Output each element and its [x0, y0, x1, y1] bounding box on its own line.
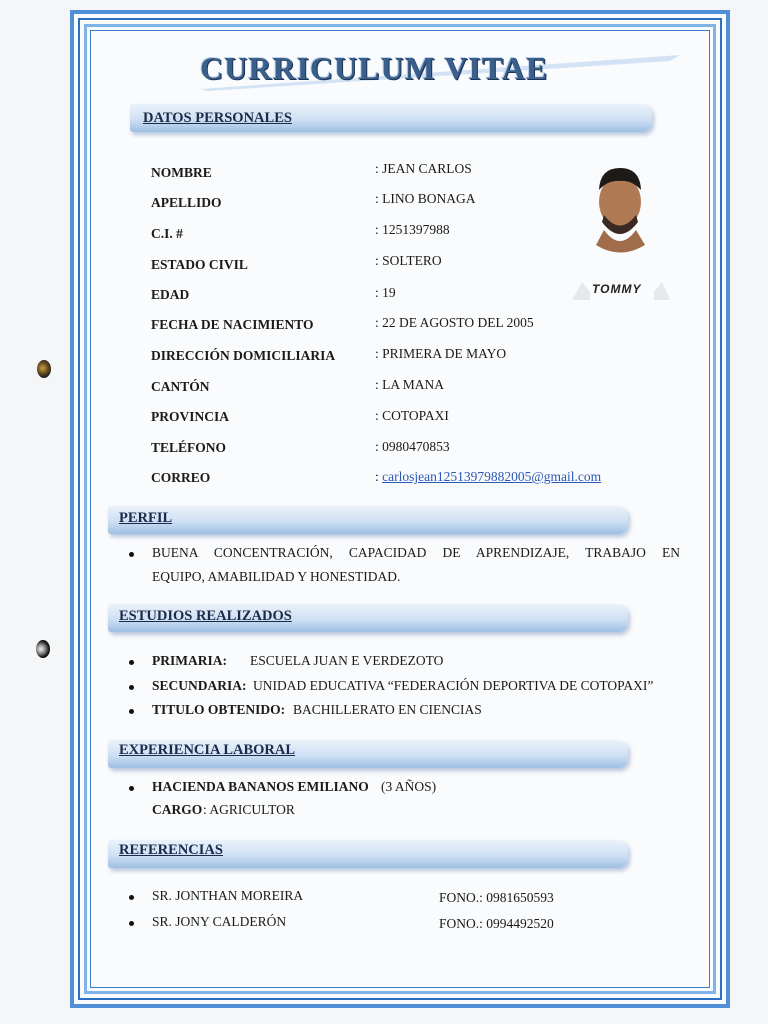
section-heading-estudios: ESTUDIOS REALIZADOS — [119, 608, 292, 624]
photo-shirt-text: TOMMY — [592, 282, 642, 296]
bullet-icon — [129, 921, 134, 926]
section-heading-experiencia: EXPERIENCIA LABORAL — [119, 742, 296, 758]
page-title: CURRICULUM VITAE — [200, 50, 549, 86]
estudio-label-titulo: TITULO OBTENIDO: — [152, 702, 286, 717]
field-value-telefono: : 0980470853 — [375, 439, 450, 454]
correo-prefix: : — [375, 469, 383, 484]
perfil-text-line2: EQUIPO, AMABILIDAD Y HONESTIDAD. — [152, 569, 401, 584]
bullet-icon — [129, 685, 134, 690]
field-value-ci: : 1251397988 — [375, 222, 450, 237]
field-label-provincia: PROVINCIA — [151, 409, 230, 424]
field-value-canton: : LA MANA — [375, 377, 445, 392]
field-label-telefono: TELÉFONO — [151, 440, 227, 455]
bullet-icon — [129, 895, 134, 900]
field-label-canton: CANTÓN — [151, 379, 210, 394]
field-label-correo: CORREO — [151, 470, 211, 485]
referencia-name-1: SR. JONTHAN MOREIRA — [152, 888, 304, 903]
punch-hole-top — [37, 360, 51, 378]
field-label-ci: C.I. # — [151, 226, 183, 241]
experiencia-company: HACIENDA BANANOS EMILIANO — [152, 779, 369, 794]
field-label-fecha-nacimiento: FECHA DE NACIMIENTO — [151, 317, 314, 332]
field-label-direccion: DIRECCIÓN DOMICILIARIA — [151, 348, 336, 363]
estudio-value-primaria: ESCUELA JUAN E VERDEZOTO — [250, 653, 444, 668]
email-link[interactable]: carlosjean12513979882005@gmail.com — [382, 469, 602, 484]
referencia-phone-1: FONO.: 0981650593 — [439, 890, 554, 905]
field-label-apellido: APELLIDO — [151, 195, 222, 210]
bullet-icon — [129, 709, 134, 714]
bullet-icon — [129, 660, 134, 665]
field-value-direccion: : PRIMERA DE MAYO — [375, 346, 507, 361]
estudio-label-secundaria: SECUNDARIA: — [152, 678, 247, 693]
referencia-name-2: SR. JONY CALDERÓN — [152, 914, 287, 929]
bullet-icon — [129, 552, 134, 557]
experiencia-cargo-label: CARGO — [152, 802, 203, 817]
field-value-correo — [375, 469, 601, 485]
field-value-apellido: : LINO BONAGA — [375, 191, 476, 206]
section-heading-referencias: REFERENCIAS — [119, 842, 223, 858]
section-bar-perfil — [108, 506, 628, 534]
field-value-nombre: : JEAN CARLOS — [375, 161, 472, 176]
field-label-nombre: NOMBRE — [151, 165, 212, 180]
field-value-estado-civil: : SOLTERO — [375, 253, 442, 268]
experiencia-cargo-value: : AGRICULTOR — [203, 802, 295, 817]
field-value-edad: : 19 — [375, 285, 396, 300]
section-heading-personal: DATOS PERSONALES — [143, 110, 292, 126]
field-label-estado-civil: ESTADO CIVIL — [151, 257, 248, 272]
bullet-icon — [129, 786, 134, 791]
experiencia-duration: (3 AÑOS) — [381, 779, 437, 794]
field-label-edad: EDAD — [151, 287, 190, 302]
profile-photo — [570, 160, 675, 300]
referencia-phone-2: FONO.: 0994492520 — [439, 916, 554, 931]
estudio-value-titulo: BACHILLERATO EN CIENCIAS — [293, 702, 482, 717]
field-value-provincia: : COTOPAXI — [375, 408, 449, 423]
estudio-label-primaria: PRIMARIA: — [152, 653, 227, 668]
estudio-value-secundaria: UNIDAD EDUCATIVA “FEDERACIÓN DEPORTIVA DE COTOPAXI” — [253, 678, 654, 693]
field-value-fecha-nacimiento: : 22 DE AGOSTO DEL 2005 — [375, 315, 534, 330]
punch-hole-bottom — [36, 640, 50, 658]
perfil-text-line1: BUENA CONCENTRACIÓN, CAPACIDAD DE APRENDIZAJE, TRABAJO EN — [152, 545, 680, 560]
section-heading-perfil: PERFIL — [119, 510, 173, 526]
